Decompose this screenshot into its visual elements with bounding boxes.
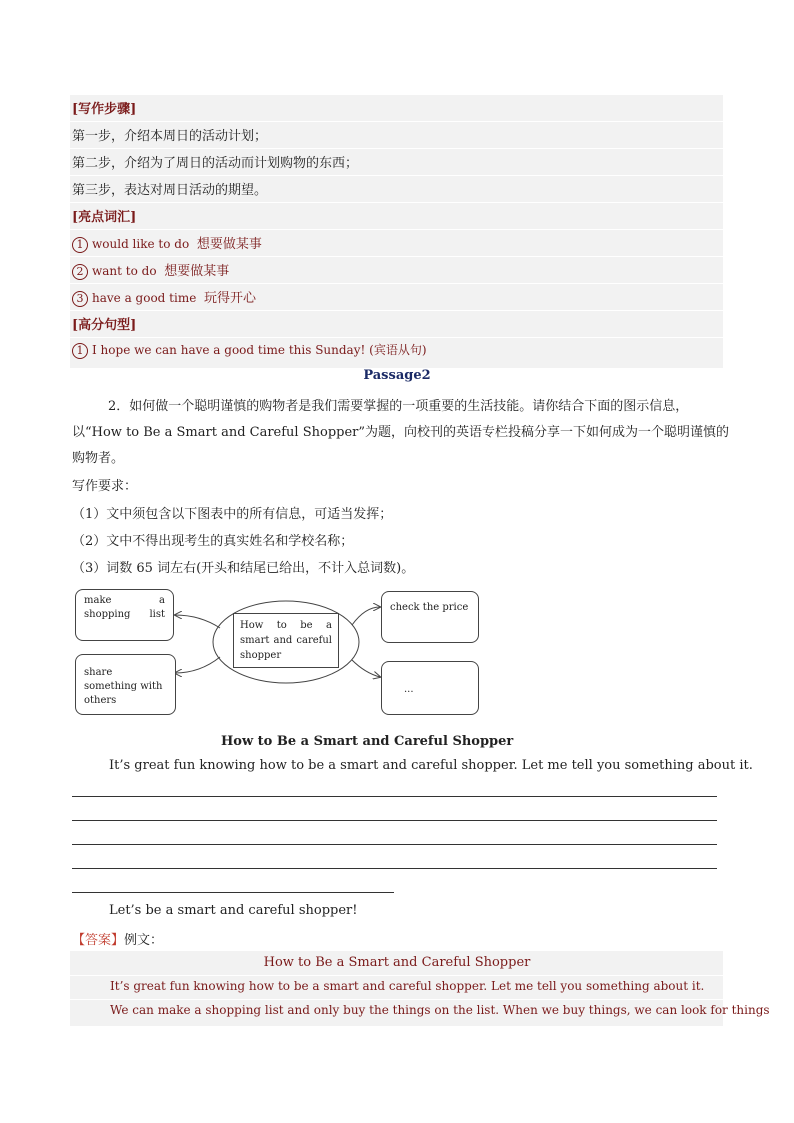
prompt-line-2: 以“How to Be a Smart and Careful Shopper”为题，向校刊的英语专栏投稿分享一下如何成为一个聪明谨慎的 (72, 425, 730, 440)
answer-label-row (72, 929, 163, 948)
arrow-to-ellipsis (352, 660, 380, 677)
box-text: make a shopping list (84, 595, 165, 620)
box-shopping-list (75, 589, 174, 641)
circled-number: 2 (72, 264, 88, 280)
writing-line (72, 820, 717, 821)
divider (70, 175, 723, 176)
requirements-header: 写作要求： (72, 479, 138, 494)
divider (70, 148, 723, 149)
divider (70, 256, 723, 257)
divider (70, 999, 723, 1000)
vocab-item (72, 287, 256, 307)
box-share (75, 654, 176, 715)
arrow-to-shopping-list (175, 615, 220, 628)
requirement-1: （1）文中须包含以下图表中的所有信息，可适当发挥； (72, 507, 393, 522)
step-3: 第三步，表达对周日活动的期望。 (72, 183, 268, 198)
vocab-meaning: 想要做某事 (164, 264, 230, 279)
vocab-phrase: want to do (92, 264, 157, 278)
divider (70, 975, 723, 976)
vocab-meaning: 玩得开心 (203, 291, 256, 306)
vocab-header: [亮点词汇] (72, 210, 137, 225)
divider (70, 202, 723, 203)
writing-line (72, 796, 717, 797)
vocab-phrase: have a good time (92, 291, 197, 305)
vocab-meaning: 想要做某事 (196, 237, 262, 252)
sentence-text: I hope we can have a good time this Sunday! (宾语从句) (92, 343, 427, 357)
writing-line (72, 868, 717, 869)
steps-header: [写作步骤] (72, 102, 137, 117)
box-check-price (381, 591, 479, 643)
requirement-2: （2）文中不得出现考生的真实姓名和学校名称； (72, 534, 354, 549)
circled-number: 3 (72, 291, 88, 307)
divider (70, 229, 723, 230)
box-text: ... (404, 684, 414, 695)
circled-number: 1 (72, 343, 88, 359)
answer-label: 【答案】 (72, 933, 125, 948)
essay-closing: Let’s be a smart and careful shopper! (109, 903, 358, 918)
answer-line-1: It’s great fun knowing how to be a smart and careful shopper. Let me tell you something about it. (110, 979, 705, 993)
step-2: 第二步，介绍为了周日的活动而计划购物的东西； (72, 156, 359, 171)
divider (70, 310, 723, 311)
passage-title: Passage2 (363, 368, 431, 383)
answer-sub-label: 例文： (124, 933, 164, 948)
box-text: share something with others (84, 667, 163, 706)
step-1: 第一步，介绍本周日的活动计划； (72, 129, 268, 144)
answer-title: How to Be a Smart and Careful Shopper (263, 955, 531, 970)
writing-line (72, 844, 717, 845)
prompt-line-1: 2．如何做一个聪明谨慎的购物者是我们需要掌握的一项重要的生活技能。请你结合下面的图示信息， (108, 399, 689, 414)
writing-line (72, 892, 394, 893)
vocab-item (72, 260, 229, 280)
requirement-3: （3）词数 65 词左右(开头和结尾已给出，不计入总词数)。 (72, 561, 415, 576)
box-text: check the price (390, 602, 469, 613)
divider (70, 121, 723, 122)
center-text: How to be a smart and careful shopper (240, 620, 332, 661)
center-box (233, 613, 339, 668)
prompt-line-3: 购物者。 (72, 451, 125, 466)
arrow-to-check-price (352, 607, 380, 625)
arrow-to-share (175, 657, 220, 673)
essay-opening: It’s great fun knowing how to be a smart and careful shopper. Let me tell you something about it. (109, 758, 753, 773)
vocab-item (72, 233, 262, 253)
answer-line-2: We can make a shopping list and only buy the things on the list. When we buy things, we can look for things (110, 1003, 770, 1017)
vocab-phrase: would like to do (92, 237, 190, 251)
circled-number: 1 (72, 237, 88, 253)
sentence-item (72, 341, 427, 359)
divider (70, 283, 723, 284)
divider (70, 337, 723, 338)
essay-title: How to Be a Smart and Careful Shopper (221, 734, 514, 749)
sentence-header: [高分句型] (72, 318, 137, 333)
box-more (381, 661, 479, 715)
